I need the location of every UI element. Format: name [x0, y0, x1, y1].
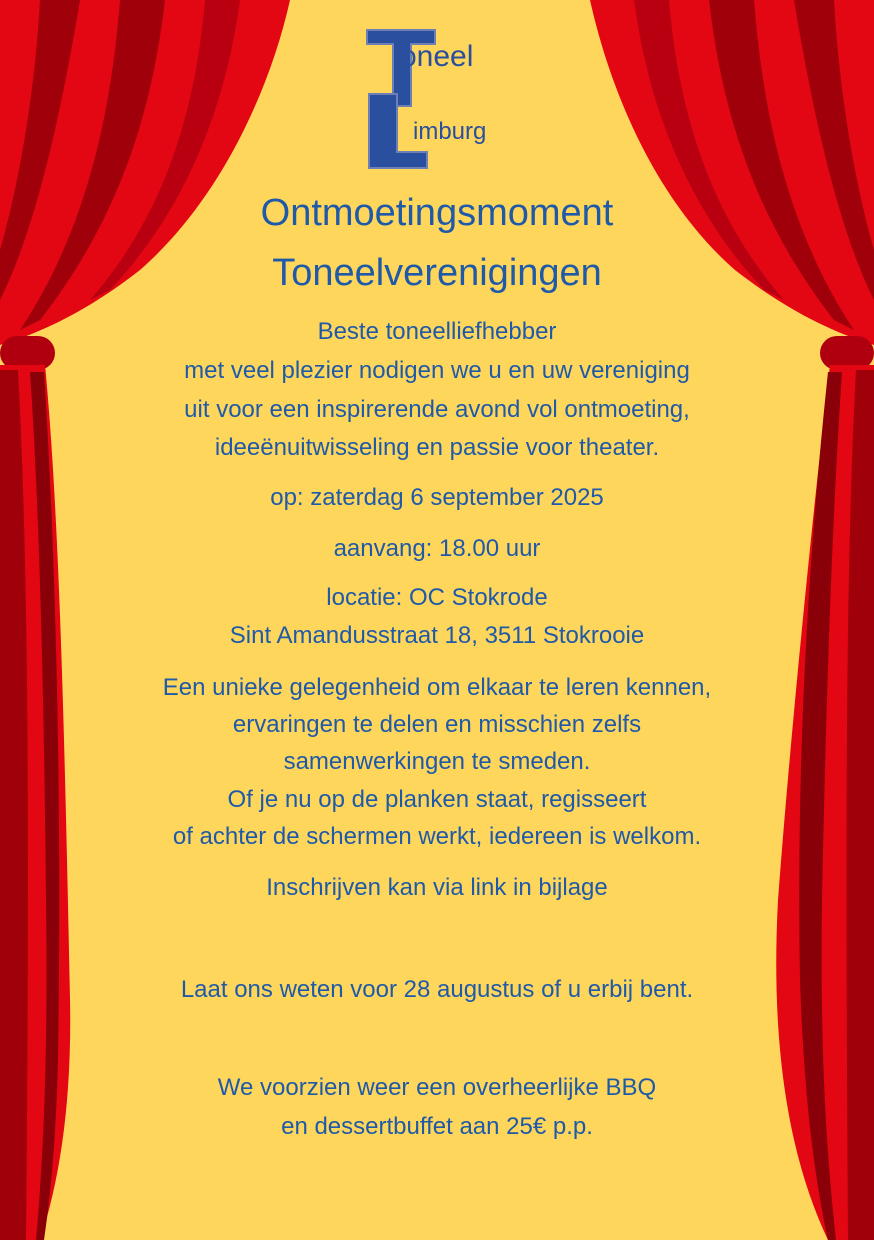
intro-line: ideeënuitwisseling en passie voor theater.	[214, 434, 660, 461]
description-line: ervaringen te delen en misschien zelfs	[232, 711, 642, 738]
intro-line: uit voor een inspirerende avond vol ontmoeting,	[184, 396, 690, 423]
intro-line: met veel plezier nodigen we u en uw vereniging	[184, 357, 690, 384]
description-line: of achter de schermen werkt, iedereen is welkom.	[172, 823, 702, 850]
rsvp-deadline: Laat ons weten voor 28 augustus of u erbij bent.	[180, 976, 694, 1003]
intro-line: Beste toneelliefhebber	[317, 318, 557, 345]
logo-word-imburg: imburg	[413, 118, 487, 145]
location-address: Sint Amandusstraat 18, 3511 Stokrooie	[229, 622, 645, 649]
right-curtain	[590, 0, 874, 1240]
title-line-2: Toneelverenigingen	[272, 252, 602, 294]
description-line: samenwerkingen te smeden.	[283, 748, 591, 775]
registration-note: Inschrijven kan via link in bijlage	[266, 874, 608, 901]
food-line-1: We voorzien weer een overheerlijke BBQ	[217, 1074, 657, 1101]
title-line-1: Ontmoetingsmoment	[260, 192, 614, 234]
description-line: Of je nu op de planken staat, regisseert	[227, 786, 647, 813]
location-name: locatie: OC Stokrode	[326, 584, 548, 611]
event-start-time: aanvang: 18.00 uur	[333, 535, 541, 562]
event-date: op: zaterdag 6 september 2025	[270, 484, 604, 511]
logo-word-toneel: oneel	[400, 40, 474, 73]
description-line: Een unieke gelegenheid om elkaar te leren kennen,	[162, 674, 712, 701]
left-curtain	[0, 0, 290, 1240]
food-line-2: en dessertbuffet aan 25€ p.p.	[281, 1113, 593, 1140]
